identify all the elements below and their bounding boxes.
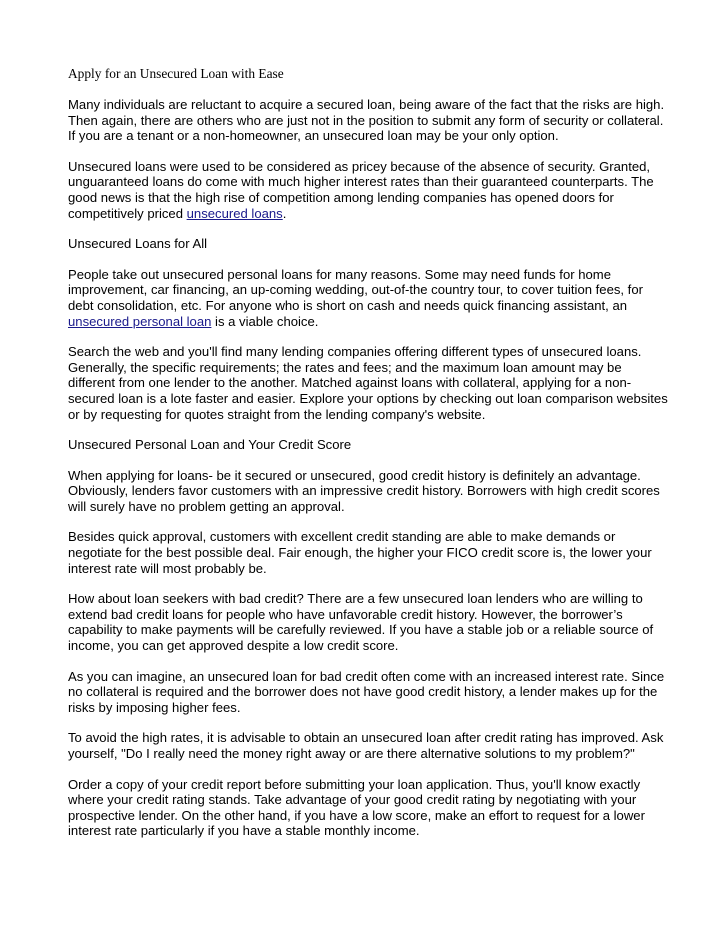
section1-paragraph-1 xyxy=(68,267,668,329)
unsecured-loans-link[interactable]: unsecured loans xyxy=(186,205,283,221)
section2-paragraph-5: To avoid the high rates, it is advisable to obtain an unsecured loan after credit rating has improved. Ask yourself, "Do I really need the money right away or are there alternative solutions to my problem?" xyxy=(68,730,664,761)
intro-paragraph-2-end: . xyxy=(282,205,287,221)
intro-paragraph-2 xyxy=(68,159,668,221)
section1-paragraph-1-end: is a viable choice. xyxy=(211,313,319,329)
document-title: Apply for an Unsecured Loan with Ease xyxy=(68,66,284,81)
section-heading-credit-score: Unsecured Personal Loan and Your Credit Score xyxy=(68,437,352,453)
unsecured-personal-loan-link[interactable]: unsecured personal loan xyxy=(68,313,212,329)
intro-paragraph-2-text: Unsecured loans were used to be considered as pricey because of the absence of security. Granted, unguaranteed loans do come with much higher interest rates than their guaranteed counterparts. The good news is that the high rise of competition among lending companies has opened doors for competitively priced xyxy=(68,158,654,221)
section-heading-unsecured-loans-for-all: Unsecured Loans for All xyxy=(68,236,208,252)
section1-paragraph-1-text: People take out unsecured personal loans for many reasons. Some may need funds for home improvement, car financing, an up-coming wedding, out-of-the country tour, to cover tuition fees, for debt consolidation, etc. For anyone who is short on cash and needs quick financing assistant, an xyxy=(68,266,643,313)
section2-paragraph-3: How about loan seekers with bad credit? There are a few unsecured loan lenders who are willing to extend bad credit loans for people who have unfavorable credit history. However, the borrower’s capability to make payments will be carefully reviewed. If you have a stable job or a reliable source of income, you can get approved despite a low credit score. xyxy=(68,591,654,654)
section2-paragraph-1: When applying for loans- be it secured or unsecured, good credit history is definitely an advantage. Obviously, lenders favor customers with an impressive credit history. Borrowers with high credit scores will surely have no problem getting an approval. xyxy=(68,467,660,514)
section2-paragraph-2: Besides quick approval, customers with excellent credit standing are able to make demands or negotiate for the best possible deal. Fair enough, the higher your FICO credit score is, the lower your interest rate will most probably be. xyxy=(68,529,652,576)
section2-paragraph-4: As you can imagine, an unsecured loan for bad credit often come with an increased interest rate. Since no collateral is required and the borrower does not have good credit history, a lender makes up for the risks by imposing higher fees. xyxy=(68,668,665,715)
section1-paragraph-2: Search the web and you'll find many lending companies offering different types of unsecured loans. Generally, the specific requirements; the rates and fees; and the maximum loan amount may be different from one lender to the another. Matched against loans with collateral, applying for a non-secured loan is a lote faster and easier. Explore your options by checking out loan comparison websites or by requesting for quotes straight from the lending company's website. xyxy=(68,344,668,422)
intro-paragraph-1: Many individuals are reluctant to acquire a secured loan, being aware of the fact that the risks are high. Then again, there are others who are just not in the position to submit any form of security or collateral. If you are a tenant or a non-homeowner, an unsecured loan may be your only option. xyxy=(68,97,665,144)
document-page xyxy=(68,66,668,854)
section2-paragraph-6: Order a copy of your credit report before submitting your loan application. Thus, you'll know exactly where your credit rating stands. Take advantage of your good credit rating by negotiating with your prospective lender. On the other hand, if you have a low score, make an effort to request for a lower interest rate particularly if you have a stable monthly income. xyxy=(68,776,645,839)
